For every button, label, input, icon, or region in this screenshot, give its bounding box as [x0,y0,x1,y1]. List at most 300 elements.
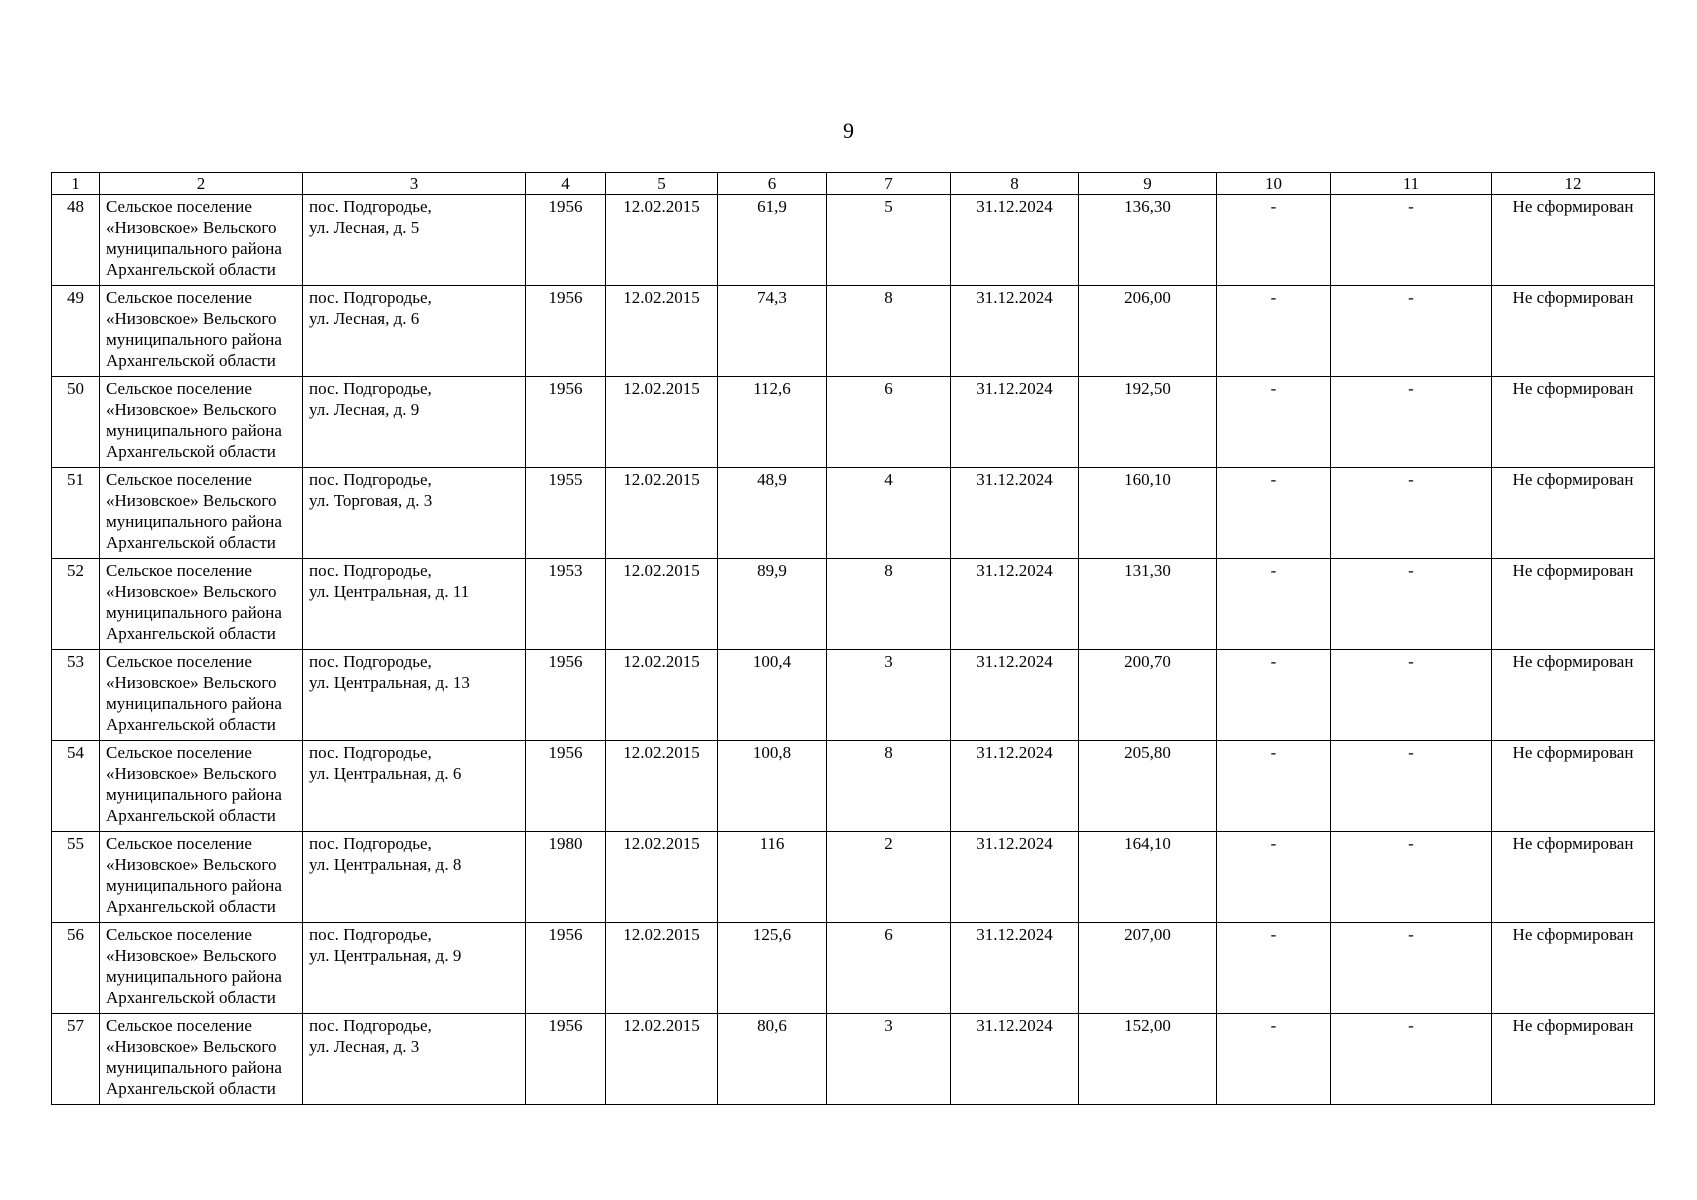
row-number-cell [52,923,100,1014]
value-cell [1079,195,1217,286]
column-header: 11 [1331,173,1492,195]
year-value: 1980 [548,834,583,853]
row-number-cell [52,832,100,923]
value-cell [1079,650,1217,741]
date-value: 12.02.2015 [623,925,700,944]
row-number-cell [52,650,100,741]
plan-date-cell [951,377,1079,468]
date-cell [606,650,718,741]
table-row [52,741,1655,832]
owner-line: Архангельской области [106,1079,276,1098]
owner-line: Архангельской области [106,442,276,461]
column-10-value: - [1270,743,1277,762]
owner-line: Сельское поселение [106,561,252,580]
column-11-cell [1331,832,1492,923]
status-cell [1492,468,1655,559]
count-value: 6 [884,925,893,944]
plan-date-cell [951,1014,1079,1105]
area-cell [718,1014,827,1105]
count-value: 8 [884,743,893,762]
owner-line: Архангельской области [106,351,276,370]
address-line: пос. Подгородье, [309,1016,432,1035]
year-value: 1956 [548,197,583,216]
value-value: 160,10 [1124,470,1171,489]
plan-date-cell [951,559,1079,650]
value-value: 206,00 [1124,288,1171,307]
plan-date-value: 31.12.2024 [976,1016,1053,1035]
column-10-value: - [1270,379,1277,398]
column-11-value: - [1408,379,1414,398]
year-cell [526,559,606,650]
year-cell [526,195,606,286]
address-line: пос. Подгородье, [309,743,432,762]
count-value: 6 [884,379,893,398]
year-cell [526,650,606,741]
area-value: 112,6 [753,379,791,398]
owner-cell [100,377,303,468]
year-value: 1953 [548,561,583,580]
year-value: 1956 [548,379,583,398]
address-line: пос. Подгородье, [309,470,432,489]
column-11-value: - [1408,288,1414,307]
column-10-cell [1217,650,1331,741]
value-value: 152,00 [1124,1016,1171,1035]
address-cell [303,195,526,286]
value-cell [1079,468,1217,559]
owner-line: Сельское поселение [106,197,252,216]
plan-date-value: 31.12.2024 [976,925,1053,944]
date-cell [606,741,718,832]
count-value: 2 [884,834,893,853]
column-10-value: - [1270,470,1277,489]
owner-line: «Низовское» Вельского [106,855,277,874]
address-line: пос. Подгородье, [309,925,432,944]
year-value: 1956 [548,1016,583,1035]
address-line: пос. Подгородье, [309,379,432,398]
table-row [52,377,1655,468]
address-line: ул. Лесная, д. 9 [309,400,420,419]
value-cell [1079,923,1217,1014]
column-11-cell [1331,195,1492,286]
address-line: ул. Центральная, д. 9 [309,946,462,965]
column-11-value: - [1408,470,1414,489]
owner-cell [100,559,303,650]
plan-date-value: 31.12.2024 [976,834,1053,853]
row-number-cell [52,286,100,377]
owner-line: «Низовское» Вельского [106,582,277,601]
value-value: 136,30 [1124,197,1171,216]
address-cell [303,377,526,468]
count-value: 3 [884,1016,893,1035]
column-10-cell [1217,832,1331,923]
value-cell [1079,741,1217,832]
value-value: 207,00 [1124,925,1171,944]
plan-date-cell [951,195,1079,286]
owner-line: «Низовское» Вельского [106,218,277,237]
area-cell [718,741,827,832]
status-cell [1492,286,1655,377]
address-line: ул. Центральная, д. 11 [309,582,470,601]
date-value: 12.02.2015 [623,379,700,398]
owner-line: «Низовское» Вельского [106,1037,277,1056]
plan-date-value: 31.12.2024 [976,561,1053,580]
date-value: 12.02.2015 [623,470,700,489]
year-cell [526,923,606,1014]
area-cell [718,832,827,923]
column-header: 3 [303,173,526,195]
column-11-cell [1331,468,1492,559]
date-value: 12.02.2015 [623,1016,700,1035]
address-line: ул. Лесная, д. 3 [309,1037,420,1056]
column-11-cell [1331,377,1492,468]
address-cell [303,1014,526,1105]
row-number: 52 [67,561,84,580]
row-number: 49 [67,288,84,307]
column-header: 7 [827,173,951,195]
owner-cell [100,741,303,832]
owner-line: Архангельской области [106,897,276,916]
count-cell [827,923,951,1014]
column-10-value: - [1270,652,1277,671]
value-value: 205,80 [1124,743,1171,762]
column-10-cell [1217,1014,1331,1105]
owner-line: Сельское поселение [106,652,252,671]
column-10-cell [1217,286,1331,377]
column-10-cell [1217,741,1331,832]
address-cell [303,559,526,650]
plan-date-cell [951,923,1079,1014]
plan-date-cell [951,741,1079,832]
table-row [52,559,1655,650]
plan-date-value: 31.12.2024 [976,197,1053,216]
area-value: 125,6 [752,925,792,944]
count-cell [827,377,951,468]
date-cell [606,195,718,286]
area-value: 48,9 [757,470,787,489]
status-cell [1492,741,1655,832]
year-cell [526,1014,606,1105]
value-cell [1079,377,1217,468]
owner-line: «Низовское» Вельского [106,491,277,510]
table-row [52,1014,1655,1105]
area-value: 100,8 [752,743,792,762]
owner-line: «Низовское» Вельского [106,400,277,419]
column-header: 6 [718,173,827,195]
column-10-cell [1217,559,1331,650]
column-header: 12 [1492,173,1655,195]
date-value: 12.02.2015 [623,834,700,853]
plan-date-value: 31.12.2024 [976,379,1053,398]
table-row [52,286,1655,377]
owner-line: «Низовское» Вельского [106,673,277,692]
owner-line: муниципального района [106,785,282,804]
column-10-value: - [1270,288,1277,307]
year-value: 1956 [548,288,583,307]
owner-cell [100,195,303,286]
area-cell [718,377,827,468]
table-row [52,832,1655,923]
address-line: пос. Подгородье, [309,288,432,307]
owner-line: муниципального района [106,967,282,986]
owner-line: Архангельской области [106,715,276,734]
column-11-value: - [1408,197,1414,216]
area-cell [718,468,827,559]
owner-line: муниципального района [106,330,282,349]
owner-line: Архангельской области [106,533,276,552]
status-cell [1492,1014,1655,1105]
column-header: 1 [52,173,100,195]
address-cell [303,832,526,923]
table-row [52,650,1655,741]
status-cell [1492,377,1655,468]
address-cell [303,468,526,559]
column-11-cell [1331,1014,1492,1105]
owner-cell [100,923,303,1014]
status-cell [1492,832,1655,923]
column-number-row [52,173,1655,195]
count-value: 4 [884,470,893,489]
count-cell [827,1014,951,1105]
status-value: Не сформирован [1512,834,1634,853]
owner-line: Сельское поселение [106,925,252,944]
registry-table [51,172,1655,1105]
column-10-value: - [1270,834,1277,853]
status-cell [1492,195,1655,286]
row-number-cell [52,741,100,832]
address-line: пос. Подгородье, [309,197,432,216]
row-number-cell [52,377,100,468]
owner-line: Архангельской области [106,806,276,825]
column-11-value: - [1408,834,1414,853]
count-cell [827,468,951,559]
year-cell [526,832,606,923]
value-cell [1079,559,1217,650]
column-11-value: - [1408,743,1414,762]
column-10-cell [1217,195,1331,286]
page-number: 9 [843,118,854,143]
date-value: 12.02.2015 [623,288,700,307]
row-number: 50 [67,379,84,398]
owner-cell [100,1014,303,1105]
column-header: 9 [1079,173,1217,195]
area-value: 80,6 [757,1016,787,1035]
column-header: 5 [606,173,718,195]
column-header: 4 [526,173,606,195]
owner-line: муниципального района [106,1058,282,1077]
date-value: 12.02.2015 [623,652,700,671]
year-value: 1956 [548,652,583,671]
row-number: 51 [67,470,84,489]
area-cell [718,286,827,377]
column-11-value: - [1408,1016,1414,1035]
date-value: 12.02.2015 [623,743,700,762]
status-value: Не сформирован [1512,1016,1634,1035]
status-value: Не сформирован [1512,470,1634,489]
address-line: ул. Лесная, д. 6 [309,309,420,328]
row-number: 53 [67,652,84,671]
row-number: 56 [67,925,84,944]
column-10-value: - [1270,1016,1277,1035]
owner-cell [100,286,303,377]
owner-cell [100,650,303,741]
plan-date-cell [951,286,1079,377]
column-11-cell [1331,923,1492,1014]
row-number-cell [52,195,100,286]
count-cell [827,650,951,741]
column-11-cell [1331,286,1492,377]
column-header: 8 [951,173,1079,195]
status-value: Не сформирован [1512,379,1634,398]
status-value: Не сформирован [1512,925,1634,944]
count-value: 3 [884,652,893,671]
area-value: 116 [759,834,785,853]
column-10-cell [1217,923,1331,1014]
owner-line: Сельское поселение [106,470,252,489]
owner-line: «Низовское» Вельского [106,764,277,783]
column-header: 2 [100,173,303,195]
address-line: ул. Торговая, д. 3 [309,491,433,510]
row-number: 54 [67,743,84,762]
address-line: пос. Подгородье, [309,834,432,853]
owner-line: Сельское поселение [106,834,252,853]
address-cell [303,650,526,741]
column-10-cell [1217,468,1331,559]
count-value: 5 [884,197,893,216]
row-number-cell [52,468,100,559]
column-10-value: - [1270,197,1277,216]
area-value: 61,9 [757,197,787,216]
date-cell [606,832,718,923]
value-cell [1079,1014,1217,1105]
column-11-cell [1331,741,1492,832]
year-cell [526,468,606,559]
status-value: Не сформирован [1512,288,1634,307]
owner-line: Сельское поселение [106,379,252,398]
count-cell [827,559,951,650]
status-value: Не сформирован [1512,743,1634,762]
owner-line: Сельское поселение [106,743,252,762]
value-value: 131,30 [1124,561,1171,580]
column-header: 10 [1217,173,1331,195]
status-value: Не сформирован [1512,652,1634,671]
count-value: 8 [884,561,893,580]
count-cell [827,741,951,832]
date-cell [606,1014,718,1105]
column-11-cell [1331,650,1492,741]
address-line: пос. Подгородье, [309,561,432,580]
owner-cell [100,832,303,923]
owner-line: муниципального района [106,239,282,258]
date-cell [606,923,718,1014]
address-cell [303,923,526,1014]
year-value: 1955 [548,470,583,489]
row-number: 57 [67,1016,84,1035]
owner-line: «Низовское» Вельского [106,946,277,965]
row-number-cell [52,559,100,650]
address-line: ул. Центральная, д. 6 [309,764,462,783]
table-row [52,923,1655,1014]
owner-line: муниципального района [106,512,282,531]
table-row [52,195,1655,286]
status-cell [1492,650,1655,741]
owner-line: Сельское поселение [106,288,252,307]
address-cell [303,286,526,377]
count-cell [827,195,951,286]
date-cell [606,377,718,468]
value-cell [1079,286,1217,377]
column-11-value: - [1408,561,1414,580]
column-11-cell [1331,559,1492,650]
date-cell [606,286,718,377]
area-cell [718,559,827,650]
year-value: 1956 [548,925,583,944]
owner-line: Сельское поселение [106,1016,252,1035]
value-value: 200,70 [1124,652,1171,671]
column-11-value: - [1408,652,1414,671]
row-number: 48 [67,197,84,216]
area-value: 74,3 [757,288,787,307]
area-cell [718,195,827,286]
column-11-value: - [1408,925,1414,944]
area-value: 89,9 [757,561,787,580]
value-cell [1079,832,1217,923]
row-number: 55 [67,834,84,853]
plan-date-value: 31.12.2024 [976,652,1053,671]
address-line: ул. Центральная, д. 8 [309,855,462,874]
status-cell [1492,923,1655,1014]
address-line: пос. Подгородье, [309,652,432,671]
count-value: 8 [884,288,893,307]
column-10-cell [1217,377,1331,468]
owner-line: муниципального района [106,421,282,440]
plan-date-value: 31.12.2024 [976,743,1053,762]
year-cell [526,377,606,468]
owner-line: Архангельской области [106,624,276,643]
status-value: Не сформирован [1512,561,1634,580]
row-number-cell [52,1014,100,1105]
owner-cell [100,468,303,559]
value-value: 164,10 [1124,834,1171,853]
date-cell [606,468,718,559]
year-cell [526,286,606,377]
owner-line: Архангельской области [106,260,276,279]
column-10-value: - [1270,561,1277,580]
address-line: ул. Лесная, д. 5 [309,218,420,237]
plan-date-value: 31.12.2024 [976,470,1053,489]
plan-date-cell [951,650,1079,741]
date-value: 12.02.2015 [623,197,700,216]
owner-line: Архангельской области [106,988,276,1007]
owner-line: «Низовское» Вельского [106,309,277,328]
plan-date-cell [951,832,1079,923]
value-value: 192,50 [1124,379,1171,398]
count-cell [827,832,951,923]
status-value: Не сформирован [1512,197,1634,216]
plan-date-cell [951,468,1079,559]
status-cell [1492,559,1655,650]
year-cell [526,741,606,832]
area-value: 100,4 [752,652,792,671]
area-cell [718,650,827,741]
area-cell [718,923,827,1014]
date-cell [606,559,718,650]
count-cell [827,286,951,377]
year-value: 1956 [548,743,583,762]
owner-line: муниципального района [106,694,282,713]
column-10-value: - [1270,925,1277,944]
owner-line: муниципального района [106,603,282,622]
plan-date-value: 31.12.2024 [976,288,1053,307]
